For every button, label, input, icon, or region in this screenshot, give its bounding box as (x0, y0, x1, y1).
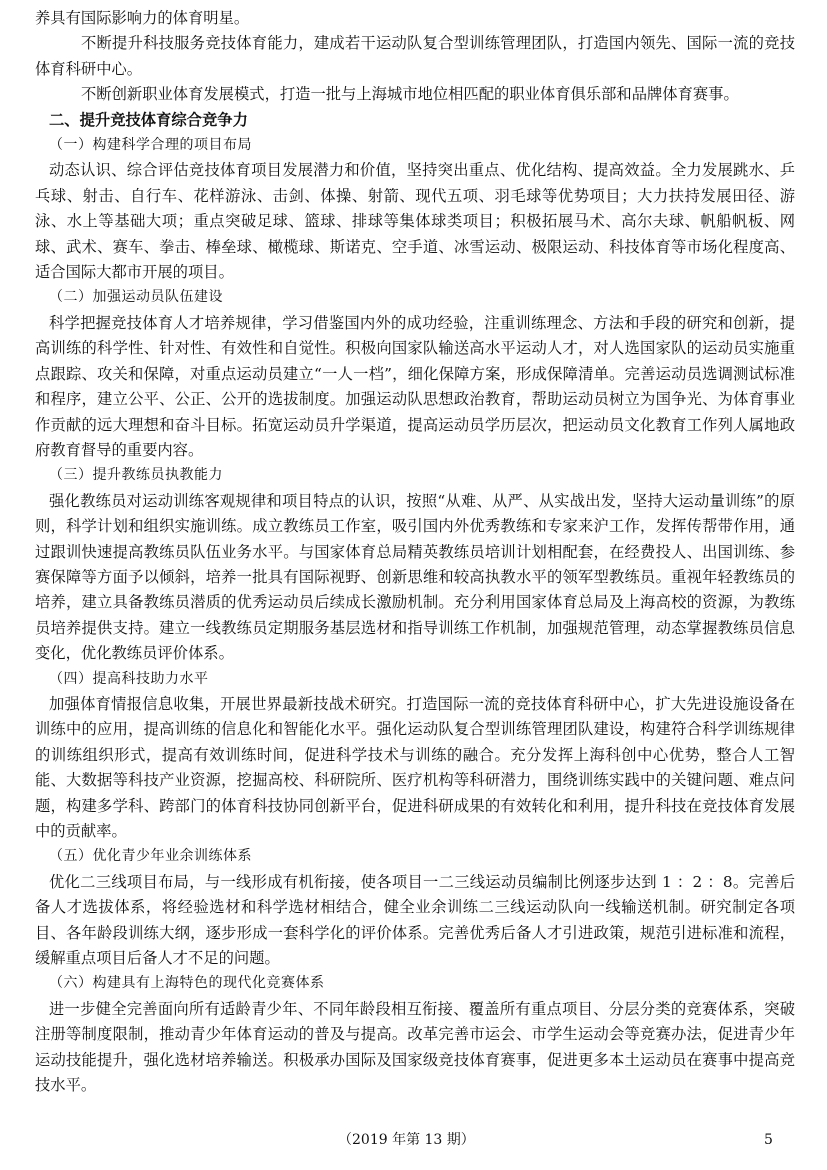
page-number: 5 (764, 1132, 773, 1148)
subsection-heading-4: （四）提高科技助力水平 (49, 670, 209, 687)
paragraph-pro-sports: 不断创新职业体育发展模式，打造一批与上海城市地位相匹配的职业体育俱乐部和品牌体育赛事。 (81, 85, 739, 104)
subsection-heading-2: （二）加强运动员队伍建设 (49, 289, 223, 306)
subsection-heading-6: （六）构建具有上海特色的现代化竞赛体系 (49, 975, 325, 992)
subsection-body-1: 动态认识、综合评估竞技体育项目发展潜力和价值，坚持突出重点、优化结构、提高效益。全力发展跳水、乒乓球、射击、自行车、花样游泳、击剑、体操、射箭、现代五项、羽毛球等优势项目；大力扶持发展田径、游泳、水上等基础大项；重点突破足球、篮球、排球等集体球类项目；积极拓展马术、高尔夫球、帆船帆板、网球、武术、赛车、拳击、棒垒球、橄榄球、斯诺克、空手道、冰雪运动、极限运动、科技体育等市场化程度高、适合国际大都市开展的项目。 (35, 161, 795, 282)
subsection-heading-1: （一）构建科学合理的项目布局 (49, 137, 252, 154)
subsection-heading-5: （五）优化青少年业余训练体系 (49, 848, 252, 865)
issue-label: （2019 年第 13 期） (338, 1132, 475, 1148)
document-page (35, 6, 795, 1098)
paragraph-continuation: 养具有国际影响力的体育明星。 (35, 9, 250, 27)
paragraph-tech-service: 不断提升科技服务竞技体育能力，建成若干运动队复合型训练管理团队，打造国内领先、国际一流的竞技体育科研中心。 (35, 34, 795, 78)
section-heading: 二、提升竞技体育综合竞争力 (49, 110, 248, 129)
subsection-body-3: 强化教练员对运动训练客观规律和项目特点的认识，按照“从难、从严、从实战出发，坚持大运动量训练”的原则，科学计划和组织实施训练。成立教练员工作室，吸引国内外优秀教练和专家来沪工作，发挥传帮带作用，通过跟训快速提高教练员队伍业务水平。与国家体育总局精英教练员培训计划相配套，在经费投人、出国训练、参赛保障等方面予以倾斜，培养一批具有国际视野、创新思维和较高执教水平的领军型教练员。重视年轻教练员的培养，建立具备教练员潜质的优秀运动员后续成长激励机制。充分利用国家体育总局及上海高校的资源，为教练员培养提供支持。建立一线教练员定期服务基层选材和指导训练工作机制，加强规范管理，动态掌握教练员信息变化，优化教练员评价体系。 (35, 491, 795, 663)
subsection-body-4: 加强体育情报信息收集，开展世界最新技战术研究。打造国际一流的竞技体育科研中心，扩大先进设施设备在训练中的应用，提高训练的信息化和智能化水平。强化运动队复合型训练管理团队建设，构建符合科学训练规律的训练组织形式，提高有效训练时间，促进科学技术与训练的融合。充分发挥上海科创中心优势，整合人工智能、大数据等科技产业资源，挖掘高校、科研院所、医疗机构等科研潜力，围绕训练实践中的关键问题、难点问题，构建多学科、跨部门的体育科技协同创新平台，促进科研成果的有效转化和利用，提升科技在竞技体育发展中的贡献率。 (35, 694, 795, 840)
intro-section (35, 6, 795, 108)
subsection-body-5: 优化二三线项目布局，与一线形成有机衔接，使各项目一二三线运动员编制比例逐步达到 1 ：2 ：8。完善后备人才选拔体系，将经验选材和科学选材相结合，健全业余训练二三线运动队向一线输送机制。研究制定各项目、各年龄段训练大纲，逐步形成一套科学化的评价体系。完善优秀后备人才引进政策，规范引进标准和流程，缓解重点项目后备人才不足的问题。 (35, 872, 795, 968)
page-footer (0, 1128, 827, 1152)
subsection-body-2: 科学把握竞技体育人才培养规律，学习借鉴国内外的成功经验，注重训练理念、方法和手段的研究和创新，提高训练的科学性、针对性、有效性和自觉性。积极向国家队输送高水平运动人才，对人选国家队的运动员实施重点跟踪、攻关和保障，对重点运动员建立“一人一档”，细化保障方案，形成保障清单。完善运动员选调测试标准和程序，建立公平、公正、公开的选拔制度。加强运动队思想政治教育，帮助运动员树立为国争光、为体育事业作贡献的远大理想和奋斗目标。拓宽运动员升学渠道，提高运动员学历层次，把运动员文化教育工作列人属地政府教育督导的重要内容。 (35, 313, 795, 459)
subsection-body-6: 进一步健全完善面向所有适龄青少年、不同年龄段相互衔接、覆盖所有重点项目、分层分类的竞赛体系，突破注册等制度限制，推动青少年体育运动的普及与提高。改革完善市运会、市学生运动会等竞赛办法，促进青少年运动技能提升，强化选材培养输送。积极承办国际及国家级竞技体育赛事，促进更多本土运动员在赛事中提高竞技水平。 (35, 999, 795, 1095)
subsection-heading-3: （三）提升教练员执教能力 (49, 467, 223, 484)
